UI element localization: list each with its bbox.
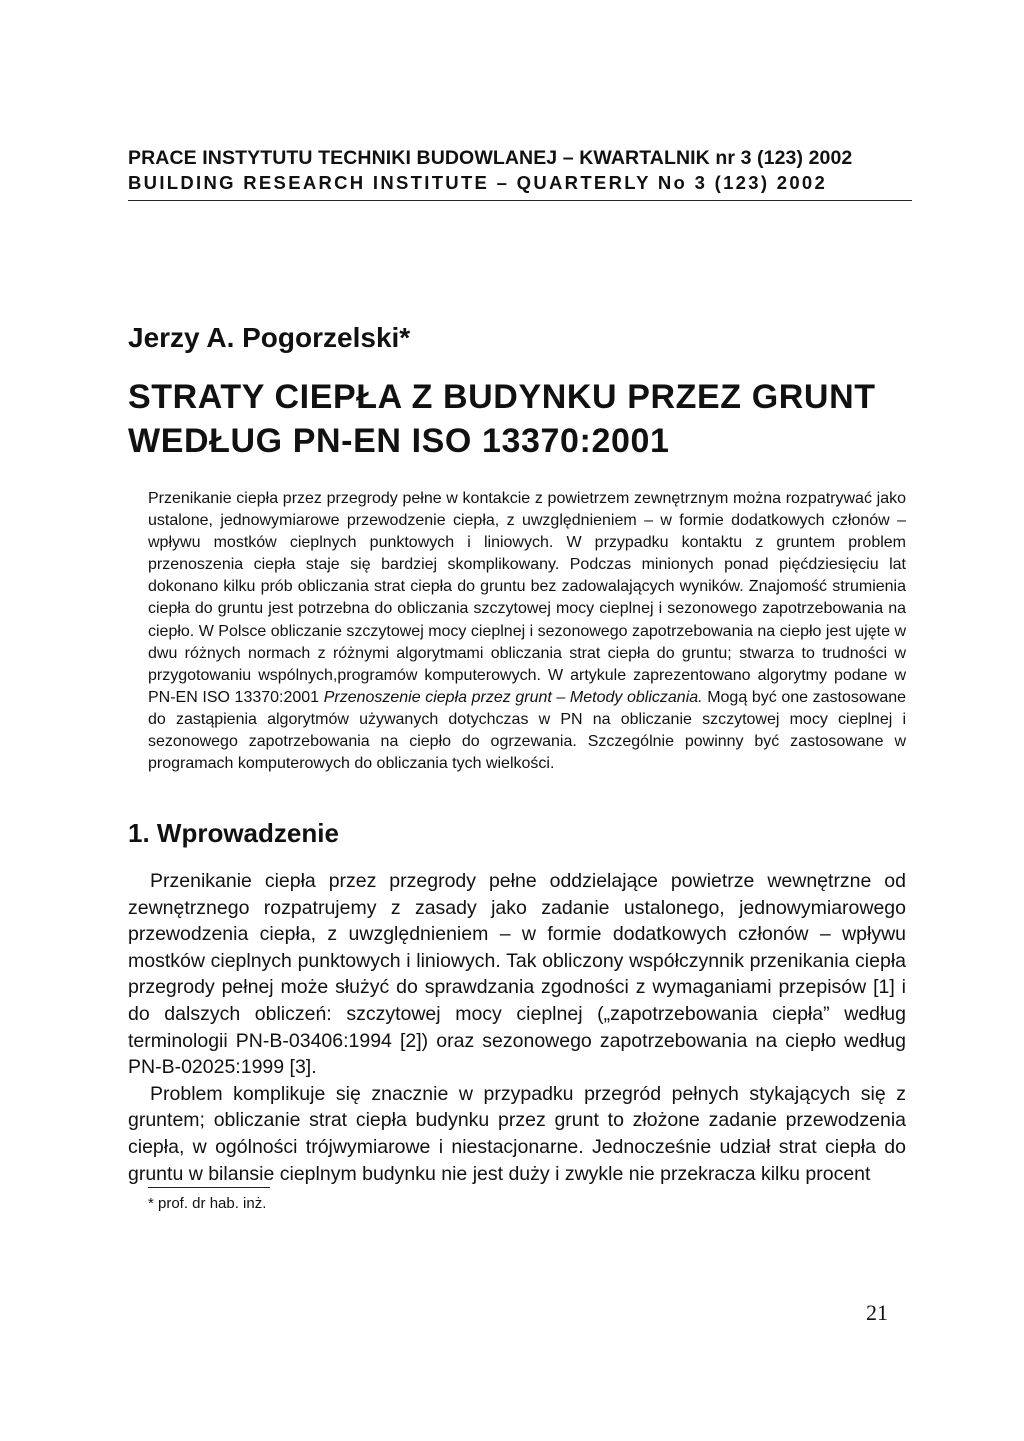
abstract-standard-title: Przenoszenie ciepła przez grunt – Metody obliczania. xyxy=(323,688,703,706)
article-title-line1: STRATY CIEPŁA Z BUDYNKU PRZEZ GRUNT xyxy=(128,378,876,416)
journal-header xyxy=(128,146,912,201)
journal-header-polish: PRACE INSTYTUTU TECHNIKI BUDOWLANEJ – KWARTALNIK nr 3 (123) 2002 xyxy=(128,147,853,169)
page-number: 21 xyxy=(866,1300,888,1325)
abstract xyxy=(148,488,906,775)
section-body xyxy=(128,868,906,1187)
article-title-line2: WEDŁUG PN-EN ISO 13370:2001 xyxy=(128,422,670,460)
footnote-divider xyxy=(148,1187,270,1188)
section-heading-introduction: 1. Wprowadzenie xyxy=(128,818,339,848)
author-footnote: * prof. dr hab. inż. xyxy=(148,1195,267,1212)
journal-header-english: BUILDING RESEARCH INSTITUTE – QUARTERLY No 3 (123) 2002 xyxy=(128,172,828,193)
abstract-paragraph xyxy=(148,488,906,775)
author-name: Jerzy A. Pogorzelski* xyxy=(128,322,411,353)
article-title xyxy=(128,375,876,463)
abstract-text-part2: Mogą być one zastosowane do zastąpienia algorytmów używanych dotychczas w PN na obliczanie szczytowej mocy cieplnej i sezonowego zapotrzebowania na ciepło do ogrzewania. Szczególnie powinny być zastosowane w programach komputerowych do obliczania tych wielkości. xyxy=(148,688,907,773)
abstract-text-part1: Przenikanie ciepła przez przegrody pełne w kontakcie z powietrzem zewnętrznym można rozpatrywać jako ustalone, jednowymiarowe przewodzenie ciepła, z uwzględnieniem – w formie dodatkowych członów – wpływu mostków cieplnych punktowych i liniowych. W przypadku kontaktu z gruntem problem przenoszenia ciepła staje się bardziej skomplikowany. Podczas minionych ponad pięćdziesięciu lat dokonano kilku prób obliczania strat ciepła do gruntu bez zadowalających wyników. Znajomość strumienia ciepła do gruntu jest potrzebna do obliczania szczytowej mocy cieplnej i sezonowego zapotrzebowania na ciepło. W Polsce obliczanie szczytowej mocy cieplnej i sezonowego zapotrzebowania na ciepło jest ujęte w dwu różnych normach z różnymi algorytmami obliczania strat ciepła do gruntu; stwarza to trudności w przygotowaniu wspólnych,programów komputerowych. W artykule zaprezentowano algorytmy podane w PN-EN ISO 13370:2001 xyxy=(148,490,906,706)
body-paragraph-1: Przenikanie ciepła przez przegrody pełne oddzielające powietrze wewnętrzne od zewnętrznego rozpatrujemy z zasady jako zadanie ustalonego, jednowymiarowego przewodzenia ciepła, z uwzględnieniem – w formie dodatkowych członów – wpływu mostków cieplnych punktowych i liniowych. Tak obliczony współczynnik przenikania ciepła przegrody pełnej może służyć do sprawdzania zgodności z wymaganiami przepisów [1] i do dalszych obliczeń: szczytowej mocy cieplnej („zapotrzebowania ciepła” według terminologii PN-B-03406:1994 [2]) oraz sezonowego zapotrzebowania na ciepło według PN-B-02025:1999 [3]. xyxy=(128,870,906,1079)
body-paragraph-2: Problem komplikuje się znacznie w przypadku przegród pełnych stykających się z gruntem; obliczanie strat ciepła budynku przez grunt to złożone zadanie przewodzenia ciepła, w ogólności trójwymiarowe i niestacjonarne. Jednocześnie udział strat ciepła do gruntu w bilansie cieplnym budynku nie jest duży i zwykle nie przekracza kilku procent xyxy=(128,1082,906,1185)
